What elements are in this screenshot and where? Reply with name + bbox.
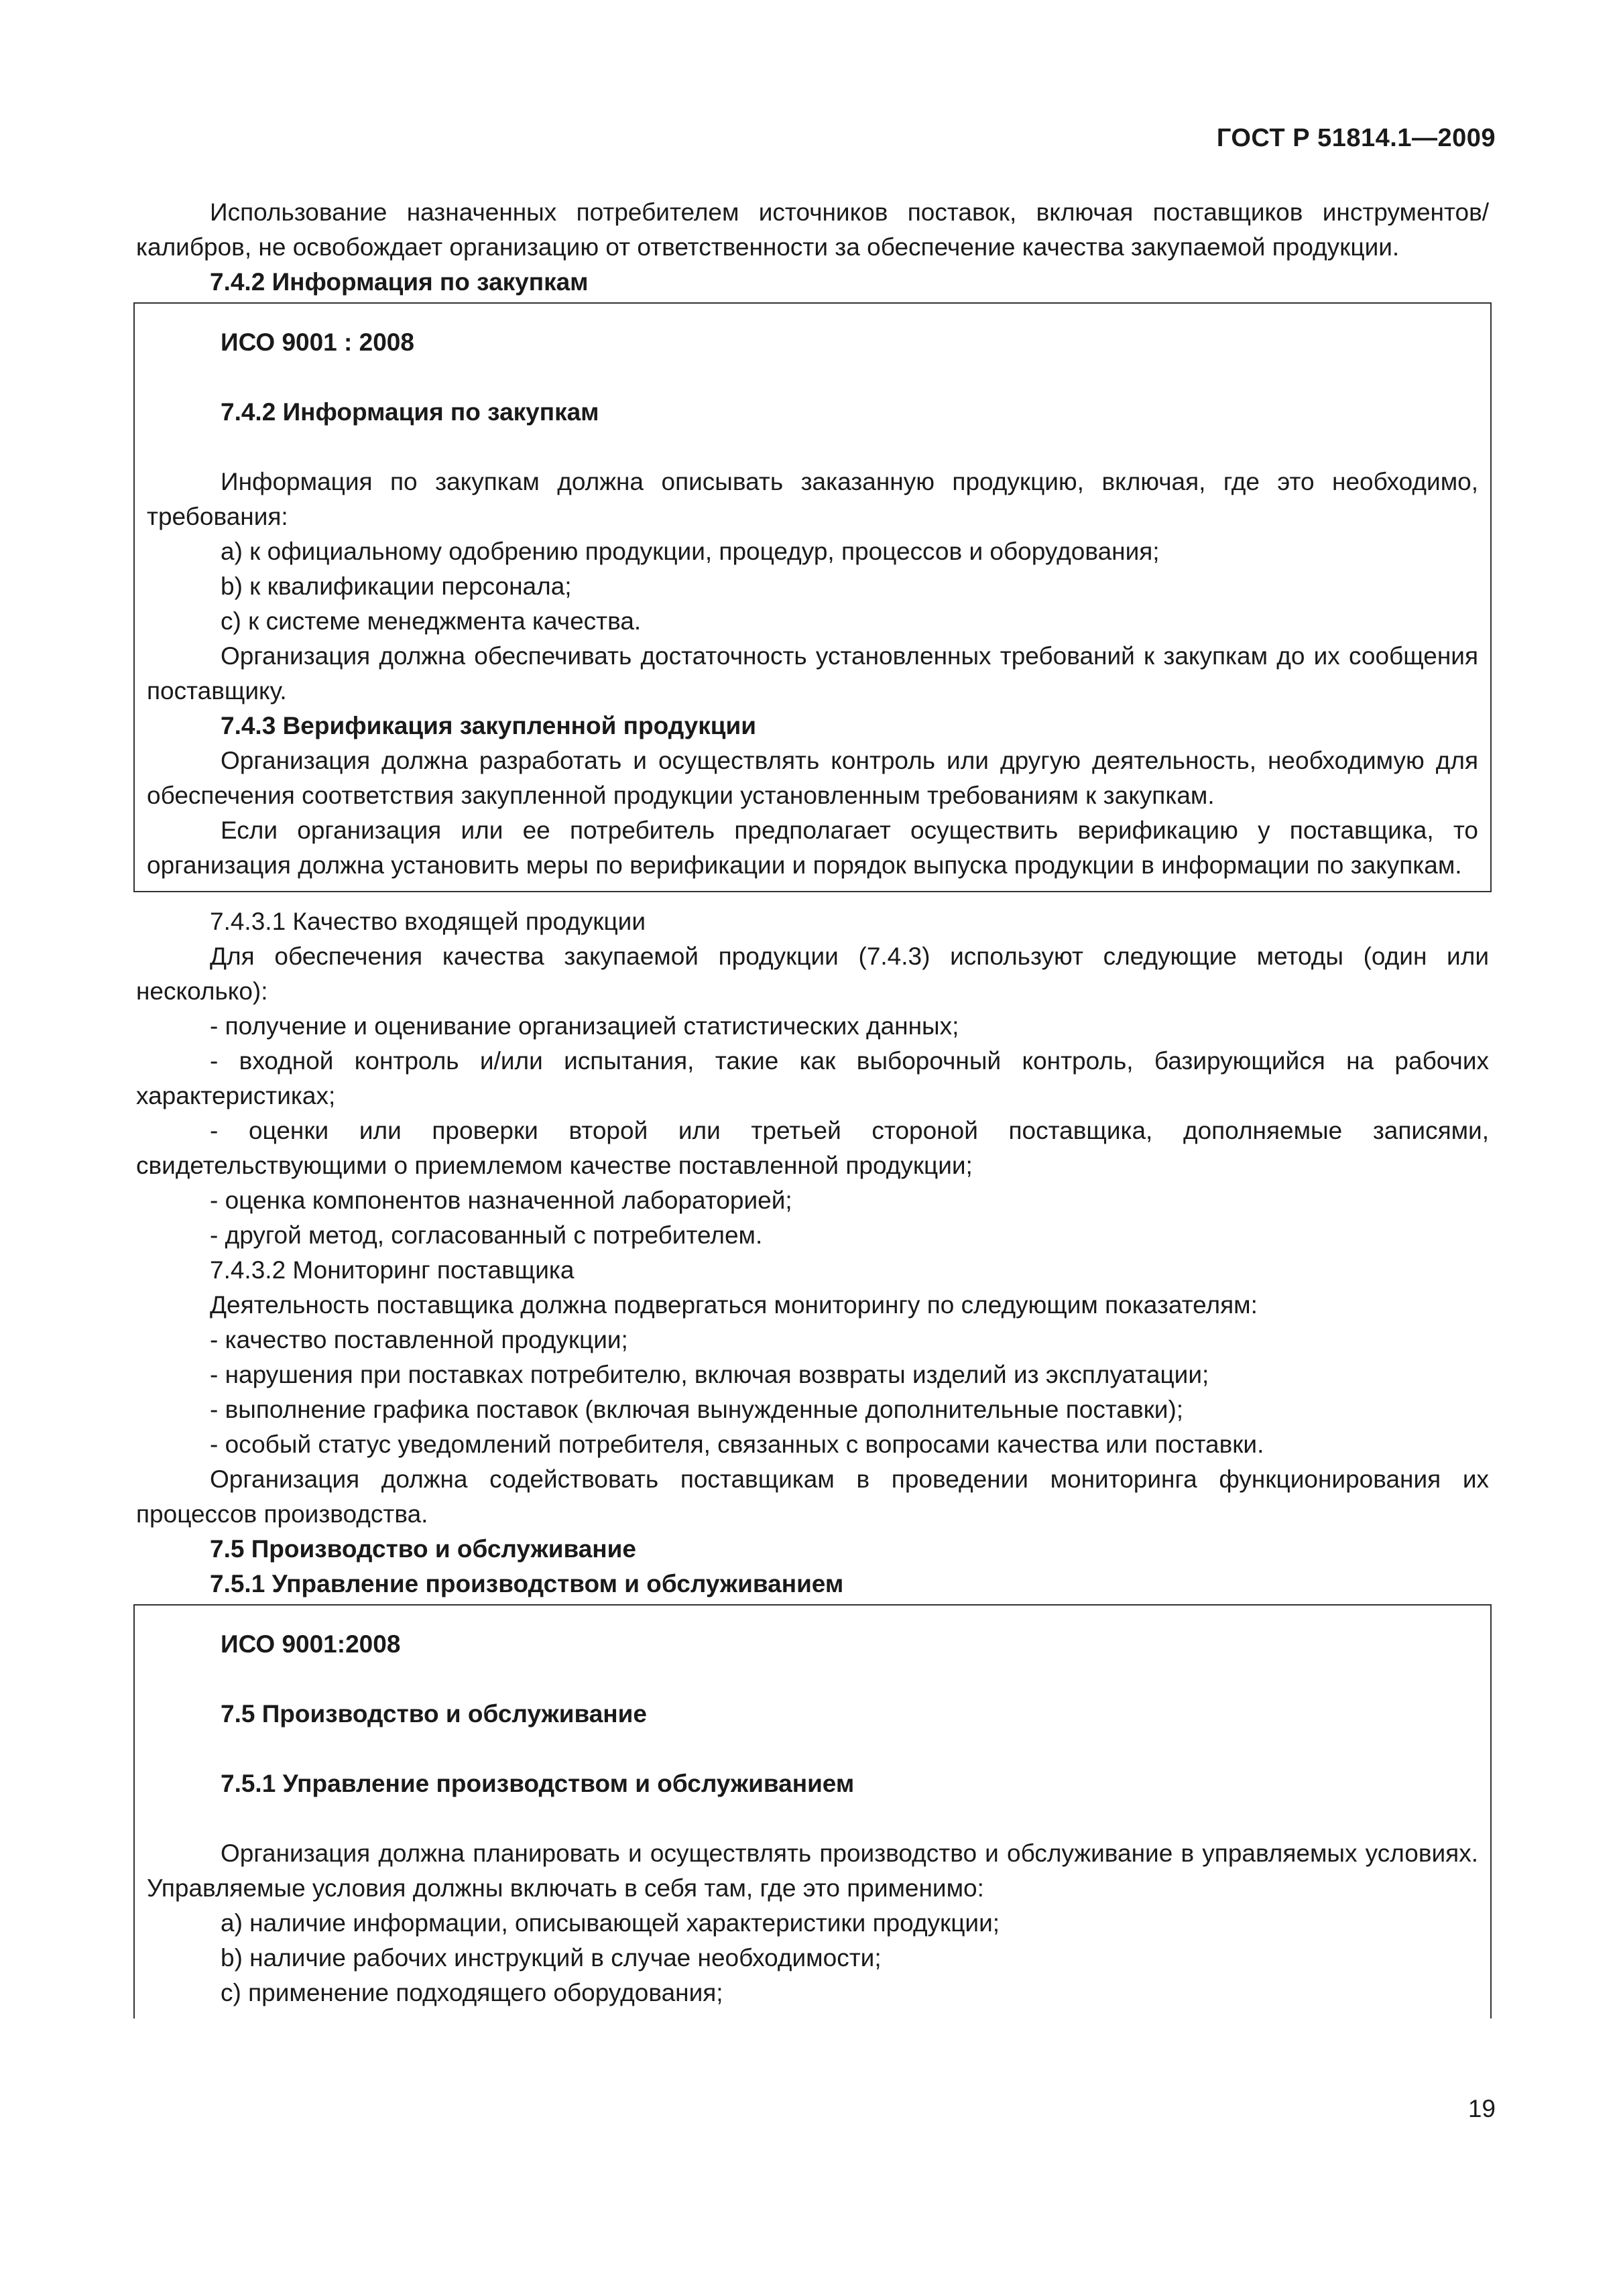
list-item: - другой метод, согласованный с потребителем. bbox=[210, 1221, 763, 1249]
subsection-title-7-4-3-2: 7.4.3.2 Мониторинг поставщика bbox=[210, 1256, 575, 1284]
list-item: - качество поставленной продукции; bbox=[210, 1326, 628, 1353]
list-item: с) применение подходящего оборудования; bbox=[221, 1979, 723, 2006]
list-item: - нарушения при поставках потребителю, включая возвраты изделий из эксплуатации; bbox=[210, 1361, 1209, 1388]
list-item: с) к системе менеджмента качества. bbox=[221, 607, 642, 635]
paragraph: Организация должна содействовать поставщикам в проведении мониторинга функционирования их процессов производства. bbox=[136, 1465, 1489, 1528]
list-item: - особый статус уведомлений потребителя, связанных с вопросами качества или поставки. bbox=[210, 1431, 1264, 1458]
box-heading-7-4-3: 7.4.3 Верификация закупленной продукции bbox=[221, 712, 756, 739]
page-content bbox=[136, 195, 1489, 2031]
intro-paragraph: Использование назначенных потребителем источников поставок, включая поставщиков инструментов/калибров, не освобождает организацию от ответственности за обеспечение качества закупаемой продукции. bbox=[136, 198, 1489, 261]
box-paragraph: Если организация или ее потребитель предполагает осуществить верификацию у поставщика, то организация должна установить меры по верификации и порядок выпуска продукции в информации по закупкам. bbox=[147, 817, 1478, 879]
list-item: b) наличие рабочих инструкций в случае необходимости; bbox=[221, 1944, 882, 1972]
list-item: b) к квалификации персонала; bbox=[221, 572, 572, 600]
box-paragraph: Организация должна разработать и осуществлять контроль или другую деятельность, необходимую для обеспечения соответствия закупленной продукции установленным требованиям к закупкам. bbox=[147, 747, 1478, 809]
list-item: - получение и оценивание организацией статистических данных; bbox=[210, 1012, 959, 1040]
section-heading-7-4-2: 7.4.2 Информация по закупкам bbox=[210, 268, 589, 296]
iso-quote-box-production bbox=[133, 1604, 1492, 2018]
iso-quote-box-purchasing bbox=[133, 302, 1492, 892]
paragraph: Деятельность поставщика должна подвергаться мониторингу по следующим показателям: bbox=[210, 1291, 1258, 1319]
iso-reference: ИСО 9001 : 2008 bbox=[221, 328, 414, 356]
list-item: - оценка компонентов назначенной лабораторией; bbox=[210, 1187, 792, 1214]
page-number: 19 bbox=[1467, 2095, 1496, 2122]
subsection-title-7-4-3-1: 7.4.3.1 Качество входящей продукции bbox=[210, 908, 646, 935]
box-heading: 7.5.1 Управление производством и обслуживанием bbox=[221, 1770, 855, 1797]
box-paragraph: Информация по закупкам должна описывать заказанную продукцию, включая, где это необходимо, требования: bbox=[147, 468, 1478, 530]
list-item: - входной контроль и/или испытания, такие как выборочный контроль, базирующийся на рабочих характеристиках; bbox=[136, 1047, 1489, 1109]
box-paragraph: Организация должна планировать и осуществлять производство и обслуживание в управляемых условиях. Управляемые условия должны включать в себя там, где это применимо: bbox=[147, 1839, 1478, 1902]
box-heading: 7.4.2 Информация по закупкам bbox=[221, 398, 599, 426]
box-heading: 7.5 Производство и обслуживание bbox=[221, 1700, 647, 1728]
list-item: а) к официальному одобрению продукции, процедур, процессов и оборудования; bbox=[221, 538, 1160, 565]
section-heading-7-5: 7.5 Производство и обслуживание bbox=[210, 1535, 636, 1563]
box-paragraph: Организация должна обеспечивать достаточность установленных требований к закупкам до их сообщения поставщику. bbox=[147, 642, 1478, 705]
list-item: - выполнение графика поставок (включая вынужденные дополнительные поставки); bbox=[210, 1396, 1184, 1423]
paragraph: Для обеспечения качества закупаемой продукции (7.4.3) используют следующие методы (один или несколько): bbox=[136, 943, 1489, 1005]
section-heading-7-5-1: 7.5.1 Управление производством и обслуживанием bbox=[210, 1570, 844, 1597]
list-item: - оценки или проверки второй или третьей стороной поставщика, дополняемые записями, свидетельствующими о приемлемом качестве поставленной продукции; bbox=[136, 1117, 1489, 1179]
document-header: ГОСТ Р 51814.1—2009 bbox=[1216, 124, 1496, 152]
iso-reference: ИСО 9001:2008 bbox=[221, 1630, 401, 1658]
list-item: а) наличие информации, описывающей характеристики продукции; bbox=[221, 1909, 1000, 1937]
